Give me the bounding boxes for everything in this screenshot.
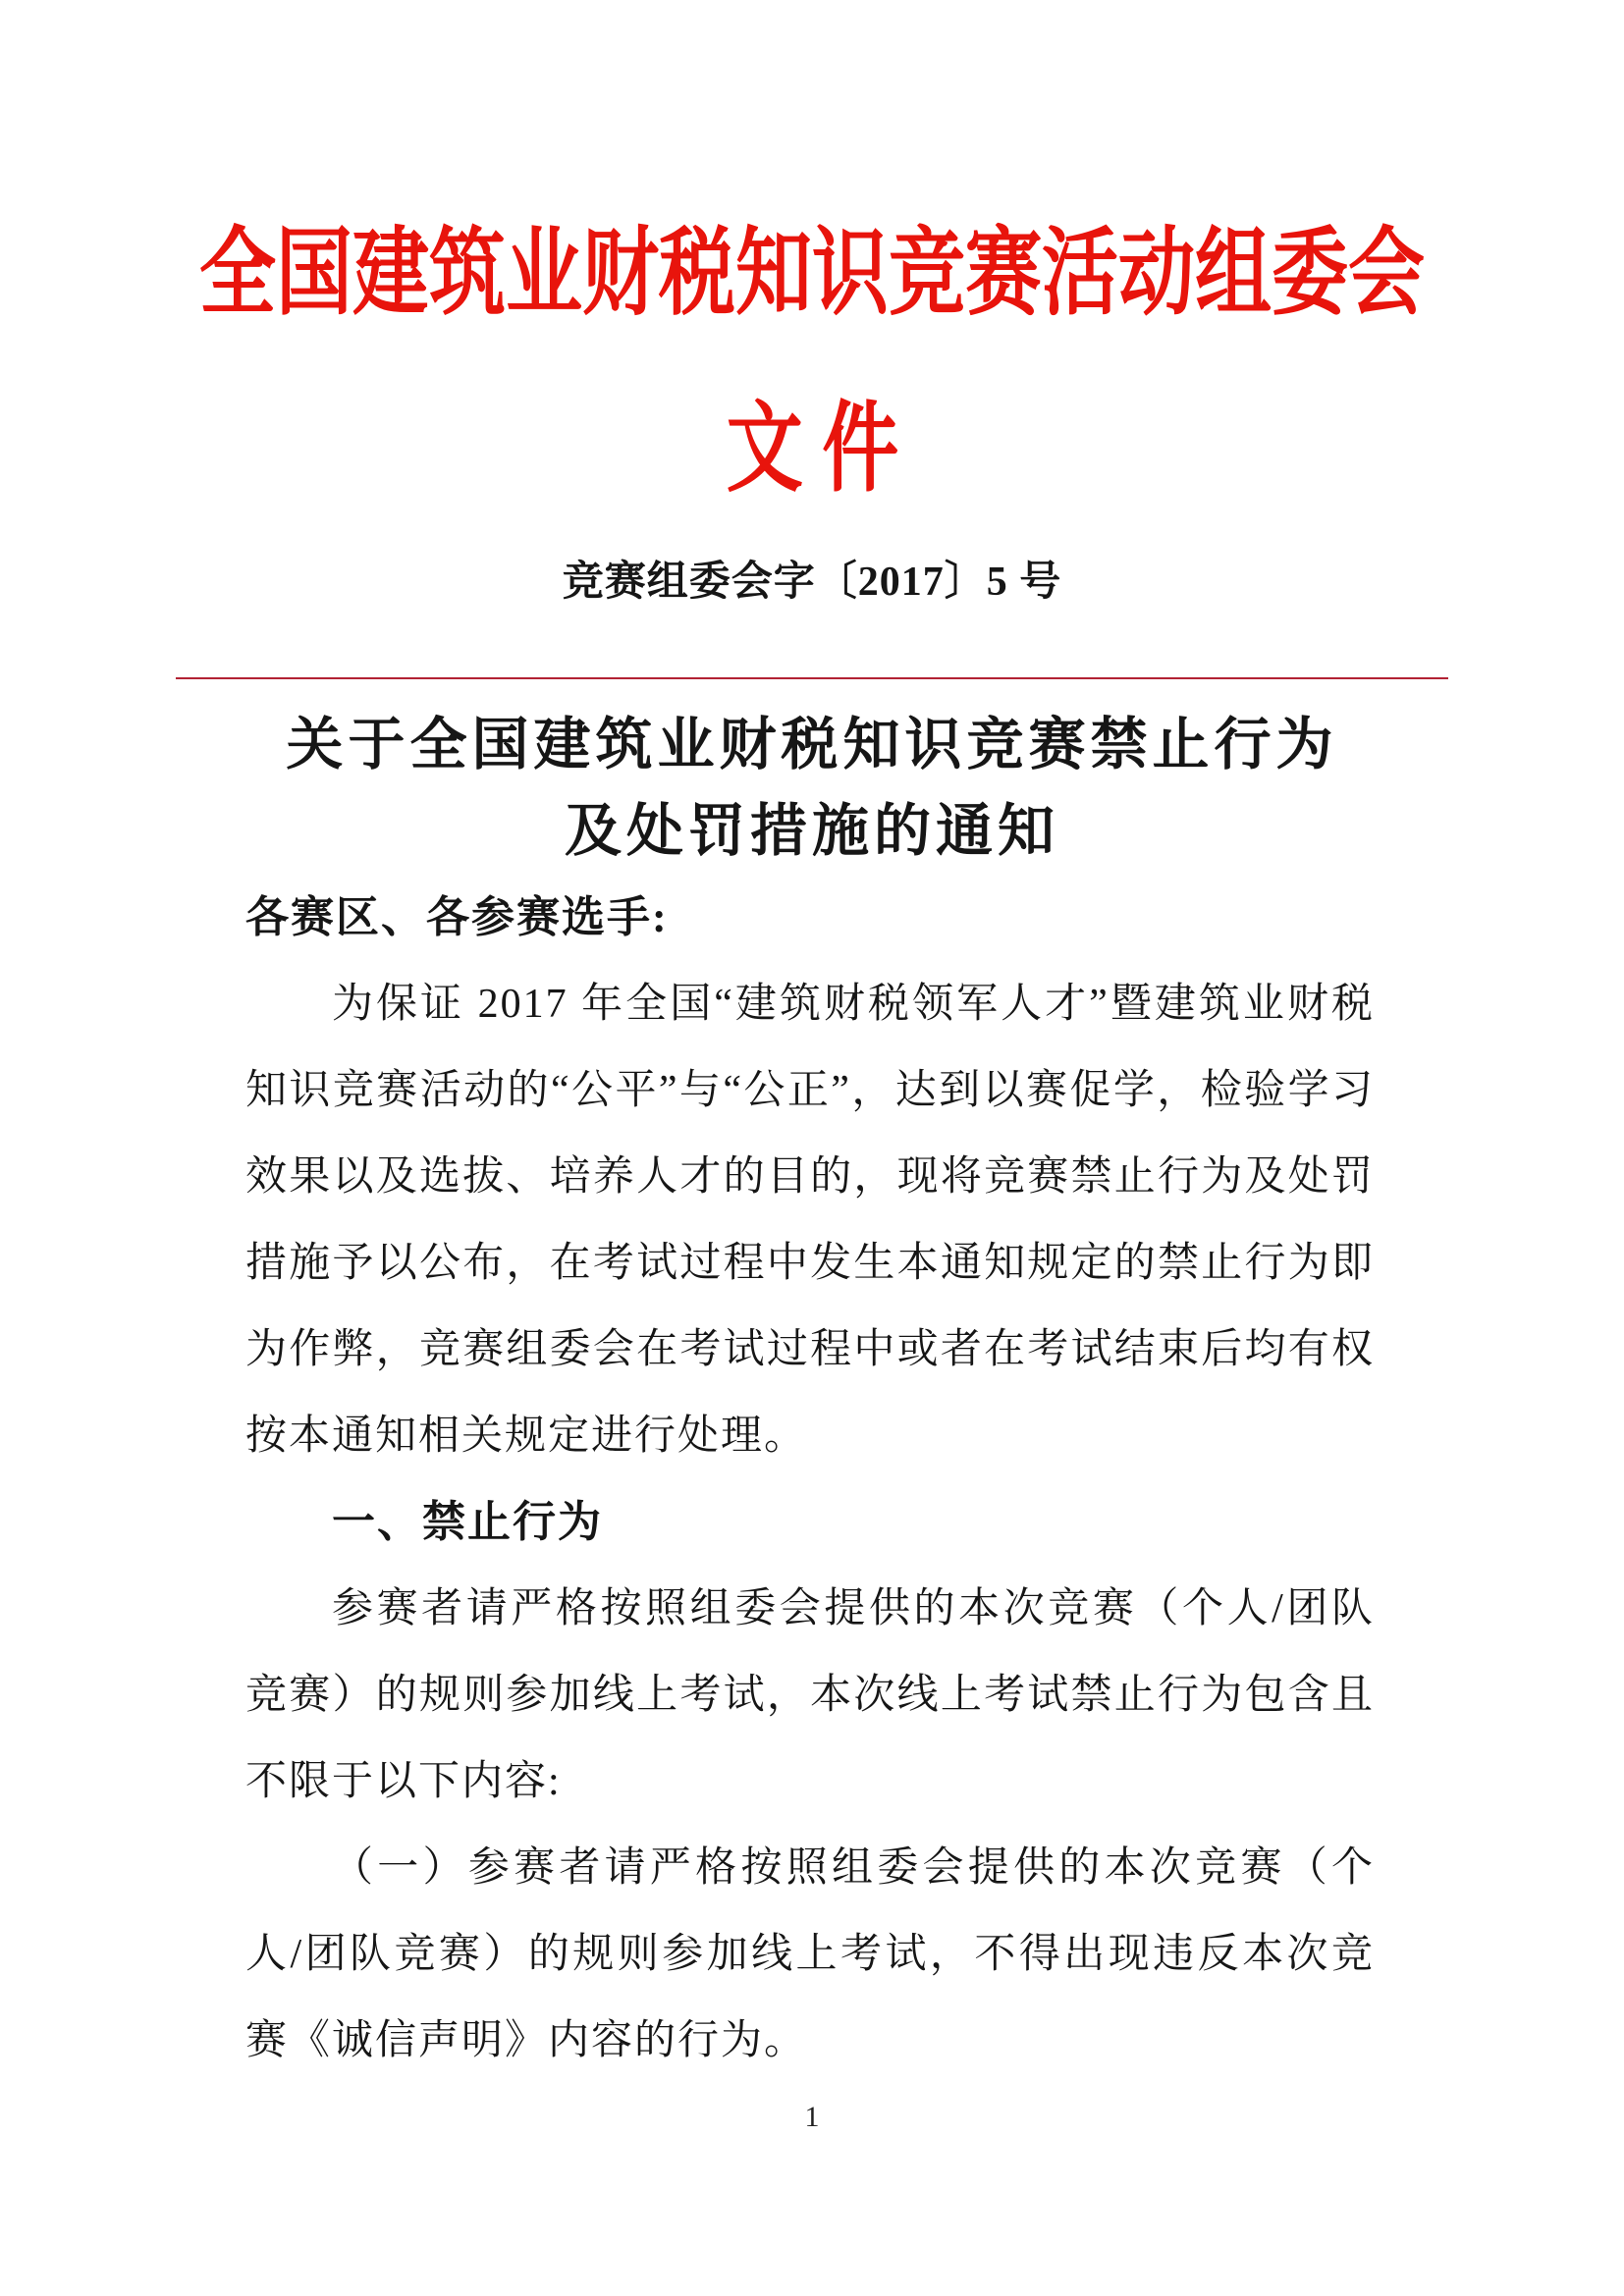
letterhead xyxy=(0,219,1624,327)
doc-number: 竞赛组委会字〔2017〕5 号 xyxy=(562,560,1062,605)
item1-paragraph: （一）参赛者请严格按照组委会提供的本次竞赛（个人/团队竞赛）的规则参加线上考试，不得出现违反本次竞赛《诚信声明》内容的行为。 xyxy=(245,1845,1375,2063)
notice-title-line2: 及处罚措施的通知 xyxy=(564,799,1059,863)
section1-intro-paragraph: 参赛者请严格按照组委会提供的本次竞赛（个人/团队竞赛）的规则参加线上考试，本次线上考试禁止行为包含且不限于以下内容: xyxy=(245,1586,1375,1804)
section1-heading: 一、禁止行为 xyxy=(332,1498,603,1546)
org-title: 全国建筑业财税知识竞赛活动组委会 xyxy=(198,219,1425,327)
doc-type-row xyxy=(0,395,1624,504)
doc-type-title: 文 件 xyxy=(726,395,898,504)
red-divider-line xyxy=(176,677,1448,679)
page-number: 1 xyxy=(804,2101,820,2133)
notice-title-line1: 关于全国建筑业财税知识竞赛禁止行为 xyxy=(286,713,1338,776)
notice-body xyxy=(0,875,1624,2084)
salutation: 各赛区、各参赛选手: xyxy=(245,893,669,941)
notice-title xyxy=(0,702,1624,875)
intro-paragraph: 为保证 2017 年全国“建筑财税领军人才”暨建筑业财税知识竞赛活动的“公平”与“公正”，达到以赛促学，检验学习效果以及选拔、培养人才的目的，现将竞赛禁止行为及处罚措施予以公布，在考试过程中发生本通知规定的禁止行为即为作弊，竞赛组委会在考试过程中或者在考试结束后均有权按本通知相关规定进行处理。 xyxy=(245,982,1375,1459)
